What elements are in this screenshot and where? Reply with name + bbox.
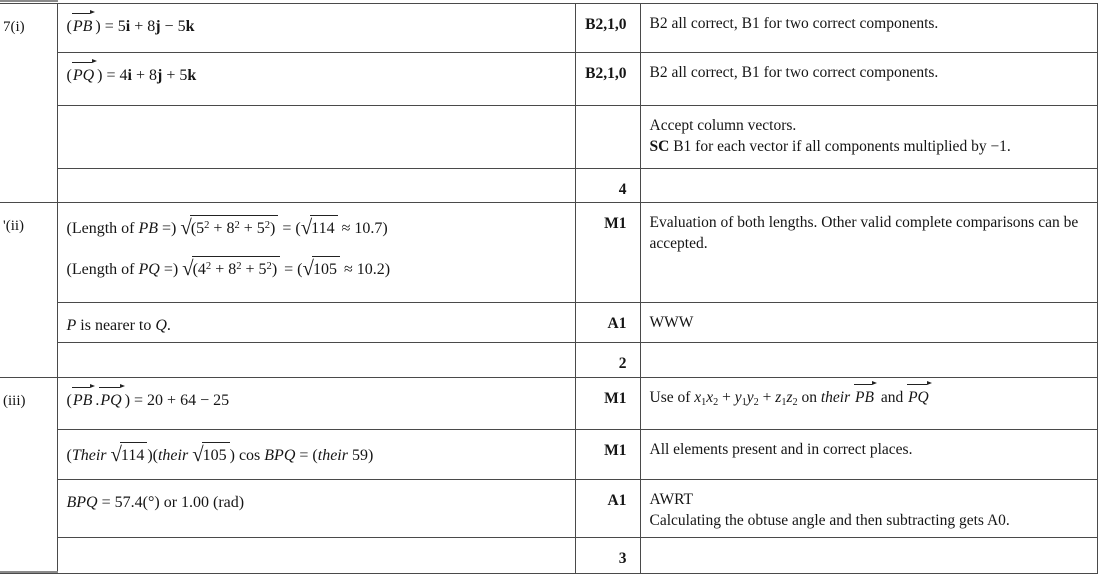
square-root xyxy=(180,215,278,241)
vector-arrow-term: PB xyxy=(72,18,93,35)
part-label: '(ii) xyxy=(0,203,57,378)
marks-cell: 4 xyxy=(575,169,640,203)
math-variable: P xyxy=(66,317,77,334)
math-text: − 5 xyxy=(160,18,186,35)
table-row xyxy=(0,343,1097,378)
guidance-line xyxy=(650,312,1089,333)
math-text: (5 xyxy=(190,220,205,237)
table-row xyxy=(0,430,1097,480)
radical-sign-icon: √ xyxy=(302,257,313,280)
guidance-line xyxy=(650,13,1089,34)
math-text: + 5 xyxy=(239,220,265,237)
radicand xyxy=(312,256,340,280)
answer-line xyxy=(67,440,567,466)
math-text: (4 xyxy=(192,261,206,278)
math-text: . xyxy=(166,317,171,334)
answer-line xyxy=(67,313,567,336)
math-text: + 8 xyxy=(211,261,237,278)
math-text: + xyxy=(718,389,735,406)
math-text: + 8 xyxy=(130,18,156,35)
math-text: 105 xyxy=(202,447,227,464)
answer-cell xyxy=(57,303,575,343)
answer-cell xyxy=(57,53,575,106)
answer-line xyxy=(67,388,567,411)
math-variable: y xyxy=(734,389,742,406)
guidance-line xyxy=(650,115,1089,136)
math-text: AWRT xyxy=(649,491,693,508)
math-text: WWW xyxy=(649,314,694,331)
marks-cell: 2 xyxy=(575,343,640,378)
answer-line xyxy=(67,63,567,86)
marks-cell: B2,1,0 xyxy=(575,53,640,106)
math-text: B2 all correct, B1 for two correct components. xyxy=(649,15,939,32)
math-superscript: 2 xyxy=(264,219,271,231)
math-variable: PQ xyxy=(138,261,160,278)
guidance-line xyxy=(650,62,1089,83)
math-text: ( xyxy=(66,18,72,35)
math-text: ) = 20 + 64 − 25 xyxy=(124,392,230,409)
answer-line xyxy=(67,213,567,241)
math-variable: Q xyxy=(155,317,167,334)
vector-arrow-term: PB xyxy=(72,392,93,409)
answer-cell xyxy=(57,430,575,480)
marks-cell xyxy=(575,106,640,169)
radical-sign-icon: √ xyxy=(192,443,203,466)
math-variable: x xyxy=(706,389,714,406)
radical-sign-icon: √ xyxy=(182,257,193,280)
radicand xyxy=(192,256,281,282)
math-text: = ( xyxy=(278,220,301,237)
math-subscript: 2 xyxy=(753,396,759,408)
math-superscript: 2 xyxy=(236,260,242,272)
radicand xyxy=(310,215,337,239)
math-variable: y xyxy=(746,389,754,406)
math-text: 105 xyxy=(312,261,337,278)
marks-cell: M1 xyxy=(575,378,640,430)
math-text: ( xyxy=(66,67,72,84)
square-root xyxy=(301,215,338,239)
math-text: = 57.4(°) or 1.00 (rad) xyxy=(97,494,245,511)
math-text: = ( xyxy=(280,261,303,278)
math-text: is nearer to xyxy=(76,317,156,334)
radical-sign-icon: √ xyxy=(300,216,312,239)
math-subscript: 2 xyxy=(713,396,719,408)
math-text: ) cos xyxy=(229,447,265,464)
mark-scheme-table xyxy=(0,3,1098,574)
math-bold: j xyxy=(155,18,161,35)
math-text: ≈ 10.7) xyxy=(337,220,388,237)
math-text: ( xyxy=(66,392,72,409)
math-subscript: 1 xyxy=(701,396,707,408)
math-subscript: 1 xyxy=(741,396,747,408)
answer-cell xyxy=(57,480,575,538)
math-bold: i xyxy=(127,67,132,84)
math-text: 114 xyxy=(120,447,145,464)
vector-arrow-term: PQ xyxy=(908,389,929,406)
table-row xyxy=(0,538,1097,574)
part-label: 7(i) xyxy=(0,4,57,203)
marks-cell: B2,1,0 xyxy=(575,4,640,53)
guidance-cell xyxy=(640,343,1097,378)
math-text: Calculating the obtuse angle and then subtracting gets A0. xyxy=(649,512,1010,529)
guidance-line xyxy=(650,387,1089,410)
guidance-cell xyxy=(640,106,1097,169)
guidance-line xyxy=(650,510,1089,531)
math-text: = ( xyxy=(295,447,318,464)
table-row xyxy=(0,53,1097,106)
math-bold: k xyxy=(187,67,197,84)
math-variable: BPQ xyxy=(66,494,98,511)
part-label: (iii) xyxy=(0,378,57,574)
math-variable: their xyxy=(820,389,851,406)
math-text: Use of xyxy=(649,389,695,406)
square-root xyxy=(111,442,148,466)
vector-arrow-term: PQ xyxy=(100,392,122,409)
table-row xyxy=(0,169,1097,203)
guidance-cell xyxy=(640,480,1097,538)
math-text: )( xyxy=(147,447,158,464)
math-text: + xyxy=(758,389,776,406)
radicand xyxy=(202,442,230,466)
math-variable: z xyxy=(775,389,782,406)
math-text: ) = 4 xyxy=(97,67,128,84)
radical-sign-icon: √ xyxy=(110,443,121,466)
marks-cell: M1 xyxy=(575,203,640,303)
radicand xyxy=(120,442,147,466)
math-bold: j xyxy=(157,67,163,84)
math-variable: z xyxy=(786,389,793,406)
vector-arrow-term: PB xyxy=(855,389,874,406)
guidance-cell xyxy=(640,303,1097,343)
guidance-cell xyxy=(640,169,1097,203)
math-variable: x xyxy=(694,389,702,406)
table-row xyxy=(0,303,1097,343)
vector-arrow-term: PQ xyxy=(72,67,95,84)
math-text: (Length of xyxy=(66,261,139,278)
cropped-row-line-top xyxy=(0,0,58,2)
square-root xyxy=(192,442,229,466)
math-text: 114 xyxy=(311,220,335,237)
answer-cell xyxy=(57,203,575,303)
answer-cell xyxy=(57,378,575,430)
math-bold: SC xyxy=(649,138,670,155)
table-row xyxy=(0,480,1097,538)
guidance-cell xyxy=(640,430,1097,480)
answer-cell xyxy=(57,4,575,53)
math-superscript: 2 xyxy=(234,219,240,231)
math-text: ) = 5 xyxy=(95,18,126,35)
guidance-line xyxy=(650,489,1089,510)
answer-cell xyxy=(57,106,575,169)
answer-cell xyxy=(57,538,575,574)
table-row xyxy=(0,203,1097,303)
mark-scheme-tbody xyxy=(0,4,1097,574)
radical-sign-icon: √ xyxy=(180,216,191,239)
math-variable: BPQ xyxy=(264,447,296,464)
guidance-cell xyxy=(640,203,1097,303)
math-text: ) xyxy=(271,261,278,278)
math-text: =) xyxy=(159,261,183,278)
guidance-cell xyxy=(640,53,1097,106)
answer-line xyxy=(67,490,567,513)
math-text: Evaluation of both lengths. Other valid complete comparisons can be accepted. xyxy=(649,214,1079,252)
math-text: (Length of xyxy=(66,220,139,237)
guidance-cell xyxy=(640,4,1097,53)
math-variable: Their xyxy=(71,447,107,464)
math-text: and xyxy=(876,389,908,406)
math-text: =) xyxy=(158,220,181,237)
math-superscript: 2 xyxy=(204,219,210,231)
math-text: + 8 xyxy=(209,220,235,237)
guidance-line xyxy=(650,212,1089,254)
math-text: ( xyxy=(66,447,72,464)
math-variable: their xyxy=(157,447,189,464)
table-row xyxy=(0,378,1097,430)
answer-line xyxy=(67,14,567,37)
math-subscript: 1 xyxy=(781,396,787,408)
math-text: B1 for each vector if all components multiplied by −1. xyxy=(669,138,1011,155)
table-row xyxy=(0,106,1097,169)
math-text: . xyxy=(95,392,100,409)
square-root xyxy=(303,256,340,280)
math-superscript: 2 xyxy=(266,260,272,272)
math-text: on xyxy=(797,389,821,406)
math-variable: PB xyxy=(138,220,159,237)
answer-cell xyxy=(57,169,575,203)
marks-cell: A1 xyxy=(575,303,640,343)
math-text: ≈ 10.2) xyxy=(339,261,391,278)
guidance-cell xyxy=(640,538,1097,574)
marks-cell: 3 xyxy=(575,538,640,574)
math-bold: i xyxy=(125,18,131,35)
radicand xyxy=(190,215,279,241)
math-variable: their xyxy=(317,447,348,464)
math-text: + 8 xyxy=(131,67,157,84)
math-superscript: 2 xyxy=(205,260,212,272)
guidance-line xyxy=(650,439,1089,460)
marks-cell: A1 xyxy=(575,480,640,538)
math-text: ) xyxy=(270,220,276,237)
guidance-line xyxy=(650,136,1089,157)
math-text: All elements present and in correct places. xyxy=(649,441,913,458)
math-text: + 5 xyxy=(162,67,188,84)
math-text: B2 all correct, B1 for two correct components. xyxy=(649,64,939,81)
math-text: Accept column vectors. xyxy=(649,117,797,134)
cropped-row-line-bottom xyxy=(0,571,58,573)
marks-cell: M1 xyxy=(575,430,640,480)
square-root xyxy=(182,256,280,282)
table-row xyxy=(0,4,1097,53)
math-text: + 5 xyxy=(241,261,267,278)
math-text: 59) xyxy=(347,447,374,464)
answer-cell xyxy=(57,343,575,378)
math-text xyxy=(850,389,854,406)
math-bold: k xyxy=(185,18,195,35)
guidance-cell xyxy=(640,378,1097,430)
math-subscript: 2 xyxy=(792,396,798,408)
answer-line xyxy=(67,254,567,282)
